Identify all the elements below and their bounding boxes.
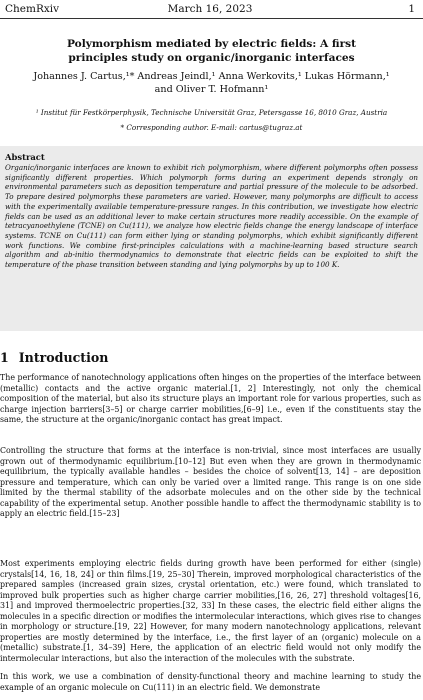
section-number: 1 bbox=[0, 350, 9, 365]
header-source: ChemRxiv bbox=[5, 3, 60, 15]
header-date: March 16, 2023 bbox=[167, 3, 253, 15]
paragraph: Controlling the structure that forms at the interface is non-trivial, since most interfaces are usually grown out of thermodynamic equilibrium.[10–12] But even when they are grown in thermodynamic equilibrium, the typically available handles – besides the choice of solvent[13, 14] – are deposition pressure and temperature, which can only be varied over a limited range. This range is on one side limited by the thermal stability of the adsorbate molecules and on the other side by the technical capability of the experimental setup. Another possible handle to affect the thermodynamic stability is to apply an electric field.[15–23] bbox=[0, 446, 421, 519]
running-header bbox=[5, 2, 415, 16]
paragraph: Most experiments employing electric fields during growth have been performed for either (single) crystals[14, 16, 18, 24] or thin films.[19, 25–30] Therein, improved morphological characteristics of the prepared samples (increased grain sizes, crystal orientation, etc.) were found, which translated to improved bulk properties such as higher charge carrier mobilities,[16, 26, 27] threshold voltages[16, 31] and improved thermoelectric properties.[32, 33] In these cases, the electric field either aligns the molecules in a specific direction or modifies the intermolecular interactions, which gives rise to changes in morphology or structure.[19, 22] However, for many modern nanotechnology applications, relevant properties are mostly determined by the interface, i.e., the first layer of an (organic) molecule on a (metallic) substrate.[1, 34–39] Here, the application of an electric field would not only modify the intermolecular interactions, but also the interaction of the molecules with the substrate. bbox=[0, 559, 421, 663]
page-number: 1 bbox=[408, 3, 415, 15]
author-list bbox=[30, 71, 393, 96]
affiliation: ¹ Institut für Festkörperphysik, Technische Universität Graz, Petersgasse 16, 8010 Graz, Austria bbox=[35, 108, 388, 117]
authors-line-2: and Oliver T. Hofmann¹ bbox=[154, 83, 269, 95]
paragraph: The performance of nanotechnology applications often hinges on the properties of the interface between (metallic) contacts and the active organic material.[1, 2] Interestingly, not only the chemical composition of the material, but also its structure plays an important role for various properties, such as charge injection barriers[3–5] or charge carrier mobilities,[6–9] i.e., even if the constituents stay the same, the structure at the organic/inorganic contact has great impact. bbox=[0, 373, 421, 425]
section-heading bbox=[0, 350, 108, 366]
corresponding-author: * Corresponding author. E-mail: cartus@tugraz.at bbox=[120, 123, 303, 132]
authors-line-1: Johannes J. Cartus,¹* Andreas Jeindl,¹ Anna Werkovits,¹ Lukas Hörmann,¹ bbox=[33, 71, 390, 82]
abstract-heading: Abstract bbox=[5, 152, 45, 162]
abstract-box bbox=[0, 146, 423, 331]
paper-title: Polymorphism mediated by electric fields: A first principles study on organic/inorganic interfaces bbox=[66, 38, 357, 64]
abstract-text: Organic/inorganic interfaces are known to exhibit rich polymorphism, where different polymorphs often possess significantly different properties. Which polymorph forms during an experiment depends strongly on environmental parameters such as deposition temperature and partial pressure of the molecule to be adsorbed. To prepare desired polymorphs these parameters are varied. However, many polymorphs are difficult to access with the experimentally available temperature-pressure ranges. In this contribution, we investigate how electric fields can be used as an additional lever to make certain structures more readily accessible. On the example of tetracyanoethylene (TCNE) on Cu(111), we analyze how electric fields change the energy landscape of interface systems. TCNE on Cu(111) can form either lying or standing polymorphs, which exhibit significantly different work functions. We combine first-principles calculations with a machine-learning based structure search algorithm and ab-initio thermodynamics to demonstrate that electric fields can be exploited to shift the temperature of the phase transition between standing and lying polymorphs by up to 100 K. bbox=[5, 163, 418, 270]
paragraph: In this work, we use a combination of density-functional theory and machine learning to study the example of an organic molecule on Cu(111) in an electric field. We demonstrate bbox=[0, 672, 421, 692]
section-title: Introduction bbox=[18, 350, 109, 365]
header-rule bbox=[0, 18, 423, 19]
